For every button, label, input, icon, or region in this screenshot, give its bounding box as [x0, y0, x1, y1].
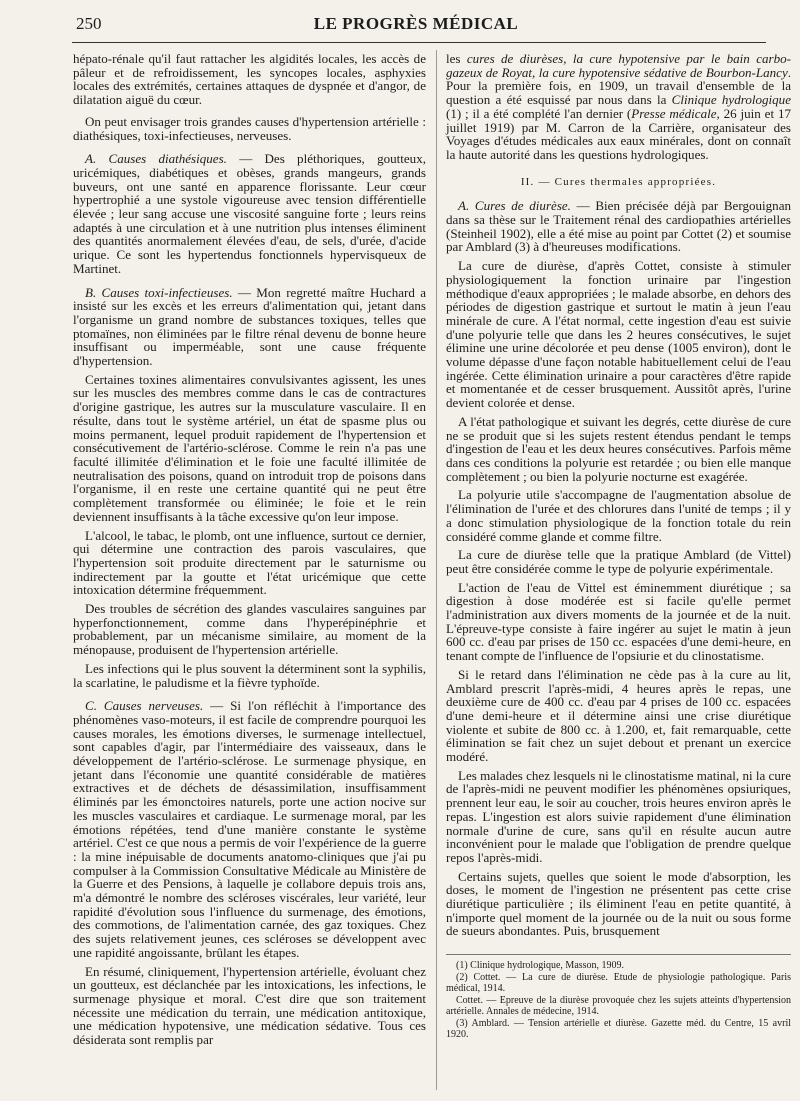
paragraph: [446, 52, 791, 162]
paragraph-text: — Des pléthoriques, goutteux, uricémiques, diabétiques et obèses, grands mangeurs, grands buveurs, ont une santé en apparence florissante. Leur cœur hypertrophié a une systole vigoureuse avec tension différentielle élevée ; leur sang accuse une viscosité sanguine forte ; leurs reins adaptés à une circulation et à une nutrition plus intenses éliminent des quantités anormalement élevées d'eau, de sels, d'urée, d'acide urique. Ce sont les hypertendus fonctionnels hypervisqueux de Martinet.: [73, 151, 426, 276]
journal-title: LE PROGRÈS MÉDICAL: [313, 14, 519, 33]
italic-run: cures de diurèses, la cure hypotensive par le bain carbo-gazeux de Royat, la cure hypotensive sédative de Bourbon-Lancy: [446, 51, 791, 80]
page-header: [76, 14, 756, 40]
paragraph: La cure de diurèse, d'après Cottet, consiste à stimuler physiologiquement la fonction urinaire par l'ingestion méthodique d'eaux appropriées ; le malade absorbe, en dehors des périodes de digestion gastrique et surtout le matin à jeun l'eau minérale de cure. A l'état normal, cette ingestion d'eau est suivie d'une polyurie telle que dans les 2 heures consécutives, le sujet élimine une urine décolorée et peu dense (1005 environ), dont le volume dépasse d'une façon notable habituellement celui de l'eau ingérée. Cette élimination urinaire a pour caractères d'être rapide et momentanée et de cesser brusquement. Aussitôt après, l'urine devient colorée et dense.: [446, 258, 791, 411]
paragraph-causes-nerveuses: [73, 699, 426, 959]
paragraph-text: — Si l'on réfléchit à l'importance des phénomènes vaso-moteurs, il est facile de comprendre pourquoi les causes morales, les émotions diverses, le surmenage intellectuel, sont capables d'agir, par l'intermédiaire des vaisseaux, dans le développement de l'artério-sclérose. Le surmenage physique, en jetant dans l'économie une quantité considérable de matières extractives et de déchets de désassimilation, insuffisamment éliminés par les émonctoires naturels, porte une action nocive sur les muscles vasculaires et cardiaque. Le surmenage moral, par les émotions répétées, tend d'une manière constante le système artériel. C'est ce que nous a permis de voir l'expérience de la guerre : la mine inépuisable de documents anatomo-cliniques que j'ai pu compulser à la Commission Consultative Médicale au Ministère de la Guerre et des Pensions, à laquelle je collabore depuis trois ans, m'a démontré le nombre des scléroses viscérales, leur variété, leur rapidité d'évolution sous l'influence du surmenage, des émotions, des commotions, de l'alimentation carnée, des gaz toxiques. Chez des sujets relativement jeunes, ces scléroses se développent avec une rapidité angoissante, brûlant les étapes.: [73, 698, 426, 960]
paragraph-text: — Bien précisée déjà par Bergouignan dans sa thèse sur le Traitement rénal des cardiopathies artérielles (Steinheil 1902), elle a été mise au point par Cottet (2) et soumise par Amblard (3) à d'heureuses modifications.: [446, 198, 792, 255]
footnotes: [446, 954, 791, 1041]
heading-causes-diathesiques: A. Causes diathésiques.: [85, 151, 227, 167]
paragraph: La polyurie utile s'accompagne de l'augmentation absolue de l'élimination de l'urée et des chlorures dans l'unité de temps ; il y a donc stimulation physiologique de la fonction totale du rein considéré comme glande et comme filtre.: [446, 487, 791, 544]
text-run: les: [446, 51, 467, 66]
paragraph: Des troubles de sécrétion des glandes vasculaires sanguines par hyperfonctionnement, comme dans l'hyperépinéphrie et probablement, par un mécanisme similaire, au moment de la ménopause, produisent de l'hypertension artérielle.: [73, 601, 426, 658]
paragraph: La cure de diurèse telle que la pratique Amblard (de Vittel) peut être considérée comme le type de polyurie expérimentale.: [446, 547, 791, 576]
text-run: , 26 juin et 17 juillet 1919) par M. Carron de la Carrière, organisateur des Voyages d'études médicales aux eaux minérales, dont on connaît la haute autorité dans les questions hydrologiques.: [446, 105, 791, 162]
footnote: (3) Amblard. — Tension artérielle et diurèse. Gazette méd. du Centre, 15 avril 1920.: [446, 1017, 791, 1041]
paragraph: En résumé, cliniquement, l'hypertension artérielle, évoluant chez un goutteux, est déclanchée par les intoxications, les infections, le surmenage physique et moral. C'est dire que son traitement nécessite une médication du terrain, une médication antitoxique, une médication hypotensive, une médication sédative. Tous ces désiderata sont remplis par: [73, 963, 426, 1048]
right-column: [446, 52, 791, 1041]
footnote: Cottet. — Epreuve de la diurèse provoquée chez les sujets atteints d'hypertension artérielle. Annales de médecine, 1914.: [446, 994, 791, 1018]
heading-causes-nerveuses: C. Causes nerveuses.: [85, 698, 204, 714]
paragraph: Les malades chez lesquels ni le clinostatisme matinal, ni la cure de l'après-midi ne peuvent modifier les phénomènes opsiuriques, prennent leur eau, le soir au coucher, trois heures environ après le repas. L'ingestion est alors suivie rapidement d'une élimination normale d'urine de cure, sans qu'il en résulte aucun autre inconvénient pour le malade que l'obligation de prendre quelque repos l'après-midi.: [446, 767, 791, 865]
paragraph-causes-toxi-infectieuses: [73, 286, 426, 368]
text-run: (1) ; il a été complété l'an dernier (: [446, 105, 632, 121]
italic-run: Presse médicale: [631, 105, 717, 121]
footnote: (1) Clinique hydrologique, Masson, 1909.: [456, 960, 625, 972]
paragraph: L'action de l'eau de Vittel est éminemment diurétique ; sa digestion à dose modérée est si facile qu'elle permet l'administration aux divers moments de la journée et de la nuit. L'épreuve-type consiste à faire ingérer au sujet le matin à jeun 600 cc. d'eau par prises de 150 cc. espacées d'une demi-heure, en tenant compte de l'influence de l'opsiurie et du clinostatisme.: [446, 579, 791, 664]
paragraph: Si le retard dans l'élimination ne cède pas à la cure au lit, Amblard prescrit l'après-midi, 4 heures après le repas, une deuxième cure de 400 cc. d'eau par 4 prises de 100 cc. espacées d'une demi-heure et il détermine ainsi une crise diurétique violente et subite de 800 cc. à 1.200, et, fait remarquable, cette élimination se fait chez un sujet debout et prenant un exercice modéré.: [446, 666, 791, 765]
paragraph: Certaines toxines alimentaires convulsivantes agissent, les unes sur les muscles des membres comme dans le cas de contractures d'origine gastrique, les autres sur la musculature vasculaire. Il en résulte, dans tout le système artériel, un état de spasme plus ou moins permanent, lequel produit rapidement de l'hypertension et consécutivement de l'artério-sclérose. Comme le rein n'a pas une faculté illimitée d'élimination et le foie une faculté illimitée de neutralisation des poisons, quand on introduit trop de poisons dans l'organisme, il en reste une certaine quantité qui ne peut être complètement transformée ou éliminée; le foie et le rein deviennent insuffisants à la tâche excessive qu'on leur impose.: [73, 371, 426, 524]
paragraph: On peut envisager trois grandes causes d'hypertension artérielle : diathésiques, toxi-infectieuses, nerveuses.: [73, 113, 426, 143]
text-run: . Pour la première fois, en 1909, un travail d'ensemble de la question a été esquissé par nous dans la: [446, 64, 791, 108]
header-rule: [72, 42, 766, 43]
footnote: (2) Cottet. — La cure de diurèse. Etude de physiologie pathologique. Paris médical, 1914.: [446, 971, 791, 995]
paragraph-causes-diathesiques: [73, 152, 426, 275]
italic-run: Clinique hydrologique: [671, 92, 791, 108]
heading-causes-toxi-infectieuses: B. Causes toxi-infectieuses.: [85, 284, 233, 300]
page-number: 250: [76, 14, 102, 33]
paragraph-text: — Mon regretté maître Huchard a insisté sur les excès et les erreurs d'alimentation qui, jetant dans l'organisme un grand nombre de substances toxiques, telles que ptomaïnes, non éliminées par le filtre rénal devenu de bonne heure insuffisant ou imperméable, sont une cause fréquente d'hypertension.: [73, 284, 426, 369]
heading-cures-de-diurese: A. Cures de diurèse.: [458, 198, 571, 214]
paragraph: L'alcool, le tabac, le plomb, ont une influence, surtout ce dernier, qui détermine une contraction des parois vasculaires, que l'hypertension soit produite directement par le saturnisme ou indirectement par la goutte et l'état uricémique que cette intoxication détermine fréquemment.: [73, 527, 426, 598]
paragraph: hépato-rénale qu'il faut rattacher les algidités locales, les accès de pâleur et de refroidissement, les syncopes locales, asphyxies locales des extrémités, certaines attaques de dyspnée et d'angor, de dilatation aiguë du cœur.: [73, 51, 426, 108]
column-divider: [436, 50, 437, 1090]
paragraph-cures-de-diurese: [446, 199, 791, 254]
left-column: [73, 52, 426, 1052]
paragraph: Certains sujets, quelles que soient le mode d'absorption, les doses, le moment de l'ingestion ne présentent pas cette crise diurétique particulière ; ils éliminent l'eau en petite quantité, à n'importe quel moment de la journée ou de la nuit ou sous forme de sueurs abondantes. Puis, brusquement: [446, 868, 791, 939]
paragraph: A l'état pathologique et suivant les degrés, cette diurèse de cure ne se produit que si les sujets restent étendus pendant le temps d'ingestion de l'eau et les deux heures consécutives. Parfois même dans ces conditions la polyurie est retardée ; ou bien elle manque complètement ; ou bien la polyurie nocturne est exagérée.: [446, 413, 791, 484]
section-title: II. — Cures thermales appropriées.: [520, 175, 717, 188]
paragraph: Les infections qui le plus souvent la déterminent sont la syphilis, la scarlatine, le paludisme et la fièvre typhoïde.: [73, 660, 426, 690]
